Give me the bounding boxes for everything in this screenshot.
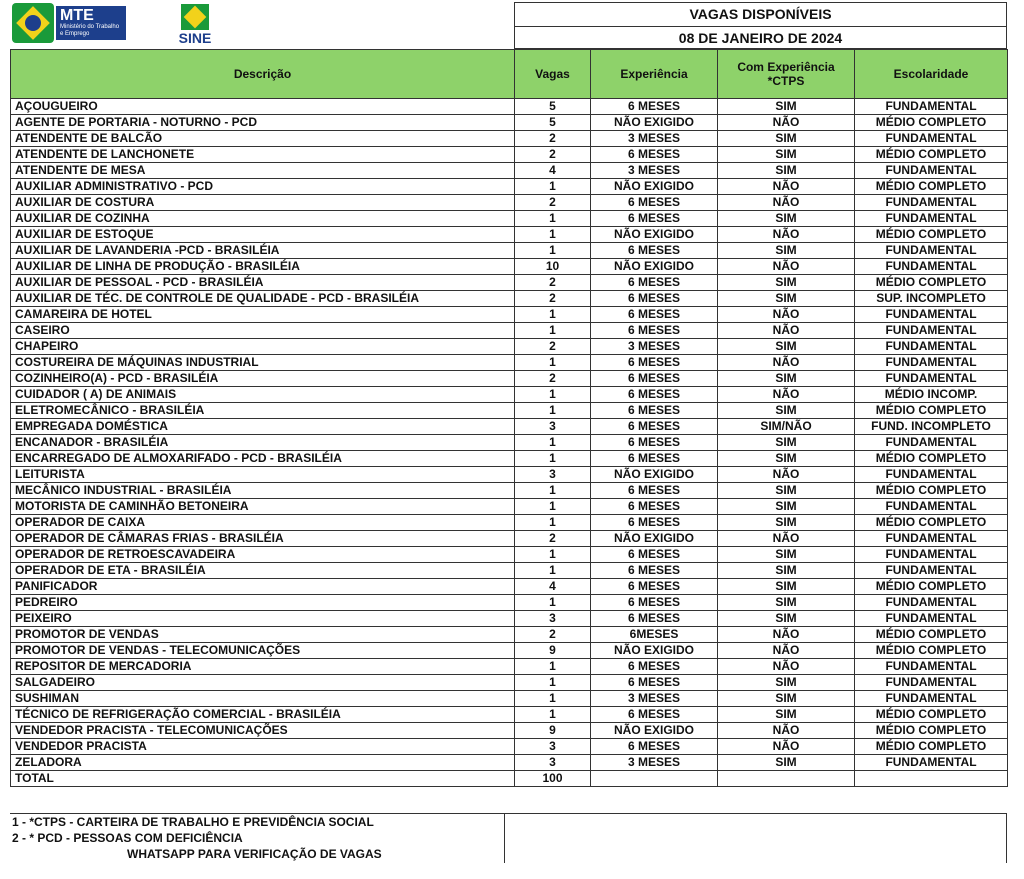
cell-experiencia: 6 MESES bbox=[591, 403, 718, 419]
cell-experiencia: 6 MESES bbox=[591, 307, 718, 323]
cell-experiencia: NÃO EXIGIDO bbox=[591, 643, 718, 659]
cell-experiencia: 6 MESES bbox=[591, 739, 718, 755]
table-row bbox=[11, 643, 1008, 659]
table-row bbox=[11, 403, 1008, 419]
cell-vagas: 3 bbox=[515, 467, 591, 483]
cell-descricao: CAMAREIRA DE HOTEL bbox=[11, 307, 515, 323]
mte-logo bbox=[12, 2, 126, 44]
footnotes bbox=[12, 814, 382, 862]
cell-escolaridade: FUNDAMENTAL bbox=[855, 467, 1008, 483]
cell-vagas: 2 bbox=[515, 291, 591, 307]
cell-experiencia: 6 MESES bbox=[591, 435, 718, 451]
cell-vagas: 1 bbox=[515, 691, 591, 707]
footnote-ctps: 1 - *CTPS - CARTEIRA DE TRABALHO E PREVIDÊNCIA SOCIAL bbox=[12, 815, 374, 829]
total-row bbox=[11, 771, 1008, 787]
cell-vagas: 1 bbox=[515, 355, 591, 371]
cell-ctps: SIM bbox=[718, 579, 855, 595]
cell-experiencia: 6MESES bbox=[591, 627, 718, 643]
cell-descricao: TÉCNICO DE REFRIGERAÇÃO COMERCIAL - BRASILÉIA bbox=[11, 707, 515, 723]
cell-descricao: REPOSITOR DE MERCADORIA bbox=[11, 659, 515, 675]
cell-ctps: NÃO bbox=[718, 627, 855, 643]
cell-descricao: PEIXEIRO bbox=[11, 611, 515, 627]
cell-vagas: 3 bbox=[515, 419, 591, 435]
cell-ctps: SIM bbox=[718, 515, 855, 531]
cell-escolaridade: FUNDAMENTAL bbox=[855, 371, 1008, 387]
table-row bbox=[11, 515, 1008, 531]
cell-descricao: AUXILIAR DE LAVANDERIA -PCD - BRASILÉIA bbox=[11, 243, 515, 259]
cell-vagas: 1 bbox=[515, 307, 591, 323]
cell-descricao: MECÂNICO INDUSTRIAL - BRASILÉIA bbox=[11, 483, 515, 499]
cell-escolaridade: FUNDAMENTAL bbox=[855, 355, 1008, 371]
cell-ctps: SIM bbox=[718, 371, 855, 387]
sine-logo bbox=[170, 4, 220, 48]
cell-experiencia: 6 MESES bbox=[591, 147, 718, 163]
cell-experiencia: 6 MESES bbox=[591, 355, 718, 371]
cell-vagas: 1 bbox=[515, 547, 591, 563]
table-row bbox=[11, 163, 1008, 179]
cell-escolaridade: FUNDAMENTAL bbox=[855, 339, 1008, 355]
cell-descricao: AÇOUGUEIRO bbox=[11, 99, 515, 115]
table-row bbox=[11, 419, 1008, 435]
column-header-vagas: Vagas bbox=[515, 50, 591, 99]
table-row bbox=[11, 243, 1008, 259]
cell-vagas: 2 bbox=[515, 339, 591, 355]
cell-ctps: SIM bbox=[718, 451, 855, 467]
cell-escolaridade: FUNDAMENTAL bbox=[855, 499, 1008, 515]
cell-ctps: NÃO bbox=[718, 195, 855, 211]
cell-ctps: NÃO bbox=[718, 643, 855, 659]
cell-vagas: 1 bbox=[515, 451, 591, 467]
cell-vagas: 10 bbox=[515, 259, 591, 275]
cell-ctps: NÃO bbox=[718, 531, 855, 547]
cell-escolaridade: MÉDIO COMPLETO bbox=[855, 179, 1008, 195]
cell-descricao: COZINHEIRO(A) - PCD - BRASILÉIA bbox=[11, 371, 515, 387]
cell-vagas: 1 bbox=[515, 227, 591, 243]
cell-vagas: 1 bbox=[515, 675, 591, 691]
cell-vagas: 2 bbox=[515, 371, 591, 387]
total-value: 100 bbox=[515, 771, 591, 787]
cell-ctps: SIM bbox=[718, 291, 855, 307]
cell-descricao: OPERADOR DE ETA - BRASILÉIA bbox=[11, 563, 515, 579]
cell-descricao: OPERADOR DE RETROESCAVADEIRA bbox=[11, 547, 515, 563]
table-body bbox=[11, 99, 1008, 787]
cell-escolaridade: FUNDAMENTAL bbox=[855, 195, 1008, 211]
cell-escolaridade: MÉDIO COMPLETO bbox=[855, 451, 1008, 467]
cell-escolaridade: FUNDAMENTAL bbox=[855, 595, 1008, 611]
cell-experiencia: 6 MESES bbox=[591, 275, 718, 291]
cell-vagas: 1 bbox=[515, 403, 591, 419]
cell-escolaridade: FUND. INCOMPLETO bbox=[855, 419, 1008, 435]
cell-descricao: VENDEDOR PRACISTA bbox=[11, 739, 515, 755]
cell-experiencia: 6 MESES bbox=[591, 595, 718, 611]
table-row bbox=[11, 259, 1008, 275]
cell-experiencia: 6 MESES bbox=[591, 659, 718, 675]
cell-experiencia: NÃO EXIGIDO bbox=[591, 259, 718, 275]
cell-experiencia: 6 MESES bbox=[591, 515, 718, 531]
cell-experiencia: 6 MESES bbox=[591, 451, 718, 467]
cell-ctps: SIM bbox=[718, 435, 855, 451]
cell-experiencia: 6 MESES bbox=[591, 243, 718, 259]
cell-escolaridade: FUNDAMENTAL bbox=[855, 531, 1008, 547]
table-row bbox=[11, 499, 1008, 515]
table-row bbox=[11, 547, 1008, 563]
sine-flag-icon bbox=[181, 4, 209, 30]
cell-escolaridade: MÉDIO COMPLETO bbox=[855, 483, 1008, 499]
cell-ctps: NÃO bbox=[718, 307, 855, 323]
total-empty-cell bbox=[718, 771, 855, 787]
table-row bbox=[11, 435, 1008, 451]
cell-experiencia: 6 MESES bbox=[591, 419, 718, 435]
cell-descricao: SALGADEIRO bbox=[11, 675, 515, 691]
document-header bbox=[10, 2, 1007, 49]
table-row bbox=[11, 179, 1008, 195]
total-empty-cell bbox=[855, 771, 1008, 787]
cell-ctps: SIM bbox=[718, 99, 855, 115]
table-row bbox=[11, 739, 1008, 755]
cell-experiencia: NÃO EXIGIDO bbox=[591, 467, 718, 483]
cell-escolaridade: MÉDIO COMPLETO bbox=[855, 275, 1008, 291]
cell-escolaridade: FUNDAMENTAL bbox=[855, 675, 1008, 691]
cell-ctps: NÃO bbox=[718, 467, 855, 483]
cell-descricao: CASEIRO bbox=[11, 323, 515, 339]
cell-descricao: EMPREGADA DOMÉSTICA bbox=[11, 419, 515, 435]
cell-experiencia: NÃO EXIGIDO bbox=[591, 179, 718, 195]
cell-vagas: 2 bbox=[515, 627, 591, 643]
footnote-pcd: 2 - * PCD - PESSOAS COM DEFICIÊNCIA bbox=[12, 831, 243, 845]
cell-ctps: SIM bbox=[718, 243, 855, 259]
cell-ctps: SIM bbox=[718, 563, 855, 579]
cell-descricao: ELETROMECÂNICO - BRASILÉIA bbox=[11, 403, 515, 419]
cell-ctps: SIM bbox=[718, 675, 855, 691]
cell-experiencia: 6 MESES bbox=[591, 499, 718, 515]
cell-ctps: SIM bbox=[718, 275, 855, 291]
table-row bbox=[11, 531, 1008, 547]
table-row bbox=[11, 563, 1008, 579]
cell-descricao: ENCARREGADO DE ALMOXARIFADO - PCD - BRASILÉIA bbox=[11, 451, 515, 467]
cell-ctps: NÃO bbox=[718, 179, 855, 195]
cell-vagas: 3 bbox=[515, 755, 591, 771]
cell-experiencia: 6 MESES bbox=[591, 675, 718, 691]
cell-descricao: COSTUREIRA DE MÁQUINAS INDUSTRIAL bbox=[11, 355, 515, 371]
cell-vagas: 1 bbox=[515, 659, 591, 675]
cell-ctps: NÃO bbox=[718, 659, 855, 675]
brazil-flag-icon bbox=[12, 3, 54, 43]
table-row bbox=[11, 483, 1008, 499]
cell-experiencia: 6 MESES bbox=[591, 323, 718, 339]
cell-vagas: 1 bbox=[515, 595, 591, 611]
cell-experiencia: 6 MESES bbox=[591, 579, 718, 595]
cell-descricao: CHAPEIRO bbox=[11, 339, 515, 355]
cell-escolaridade: FUNDAMENTAL bbox=[855, 211, 1008, 227]
cell-ctps: NÃO bbox=[718, 387, 855, 403]
table-row bbox=[11, 691, 1008, 707]
cell-vagas: 1 bbox=[515, 707, 591, 723]
cell-vagas: 5 bbox=[515, 115, 591, 131]
cell-descricao: ATENDENTE DE MESA bbox=[11, 163, 515, 179]
cell-experiencia: 6 MESES bbox=[591, 99, 718, 115]
cell-descricao: ATENDENTE DE BALCÃO bbox=[11, 131, 515, 147]
cell-vagas: 4 bbox=[515, 163, 591, 179]
table-row bbox=[11, 723, 1008, 739]
cell-escolaridade: FUNDAMENTAL bbox=[855, 163, 1008, 179]
column-header-descricao: Descrição bbox=[11, 50, 515, 99]
cell-experiencia: 3 MESES bbox=[591, 691, 718, 707]
cell-ctps: SIM bbox=[718, 339, 855, 355]
total-label: TOTAL bbox=[11, 771, 515, 787]
cell-escolaridade: FUNDAMENTAL bbox=[855, 659, 1008, 675]
table-row bbox=[11, 211, 1008, 227]
table-row bbox=[11, 323, 1008, 339]
cell-vagas: 1 bbox=[515, 483, 591, 499]
cell-escolaridade: MÉDIO COMPLETO bbox=[855, 579, 1008, 595]
cell-descricao: PROMOTOR DE VENDAS - TELECOMUNICAÇÕES bbox=[11, 643, 515, 659]
cell-experiencia: 6 MESES bbox=[591, 211, 718, 227]
table-row bbox=[11, 339, 1008, 355]
cell-experiencia: 6 MESES bbox=[591, 387, 718, 403]
cell-experiencia: 6 MESES bbox=[591, 291, 718, 307]
table-row bbox=[11, 147, 1008, 163]
cell-ctps: SIM/NÃO bbox=[718, 419, 855, 435]
cell-ctps: NÃO bbox=[718, 227, 855, 243]
cell-vagas: 3 bbox=[515, 739, 591, 755]
cell-ctps: NÃO bbox=[718, 323, 855, 339]
table-header-row bbox=[11, 50, 1008, 99]
cell-escolaridade: FUNDAMENTAL bbox=[855, 691, 1008, 707]
cell-experiencia: 3 MESES bbox=[591, 755, 718, 771]
cell-ctps: SIM bbox=[718, 483, 855, 499]
cell-ctps: NÃO bbox=[718, 723, 855, 739]
cell-escolaridade: FUNDAMENTAL bbox=[855, 435, 1008, 451]
cell-vagas: 1 bbox=[515, 499, 591, 515]
cell-experiencia: 6 MESES bbox=[591, 547, 718, 563]
cell-vagas: 1 bbox=[515, 387, 591, 403]
cell-vagas: 2 bbox=[515, 531, 591, 547]
cell-vagas: 9 bbox=[515, 723, 591, 739]
cell-descricao: MOTORISTA DE CAMINHÃO BETONEIRA bbox=[11, 499, 515, 515]
cell-escolaridade: MÉDIO INCOMP. bbox=[855, 387, 1008, 403]
footnote-whatsapp: WHATSAPP PARA VERIFICAÇÃO DE VAGAS bbox=[127, 847, 382, 861]
cell-vagas: 1 bbox=[515, 515, 591, 531]
cell-vagas: 9 bbox=[515, 643, 591, 659]
cell-descricao: PANIFICADOR bbox=[11, 579, 515, 595]
cell-ctps: NÃO bbox=[718, 355, 855, 371]
cell-escolaridade: MÉDIO COMPLETO bbox=[855, 227, 1008, 243]
cell-escolaridade: FUNDAMENTAL bbox=[855, 259, 1008, 275]
cell-vagas: 2 bbox=[515, 275, 591, 291]
mte-logo-text: MTE bbox=[60, 7, 94, 24]
cell-escolaridade: MÉDIO COMPLETO bbox=[855, 147, 1008, 163]
cell-escolaridade: FUNDAMENTAL bbox=[855, 611, 1008, 627]
cell-ctps: SIM bbox=[718, 707, 855, 723]
cell-descricao: OPERADOR DE CÂMARAS FRIAS - BRASILÉIA bbox=[11, 531, 515, 547]
cell-descricao: OPERADOR DE CAIXA bbox=[11, 515, 515, 531]
title-box bbox=[514, 2, 1007, 49]
cell-escolaridade: MÉDIO COMPLETO bbox=[855, 115, 1008, 131]
cell-ctps: SIM bbox=[718, 403, 855, 419]
cell-vagas: 1 bbox=[515, 323, 591, 339]
cell-experiencia: NÃO EXIGIDO bbox=[591, 531, 718, 547]
table-row bbox=[11, 467, 1008, 483]
cell-escolaridade: FUNDAMENTAL bbox=[855, 131, 1008, 147]
mte-logo-subtitle: Ministério do Trabalho e Emprego bbox=[60, 24, 120, 37]
sine-logo-text: SINE bbox=[178, 30, 212, 46]
cell-vagas: 3 bbox=[515, 611, 591, 627]
table-row bbox=[11, 131, 1008, 147]
cell-ctps: SIM bbox=[718, 131, 855, 147]
cell-descricao: ATENDENTE DE LANCHONETE bbox=[11, 147, 515, 163]
cell-escolaridade: FUNDAMENTAL bbox=[855, 99, 1008, 115]
cell-ctps: SIM bbox=[718, 691, 855, 707]
cell-experiencia: 6 MESES bbox=[591, 707, 718, 723]
cell-escolaridade: MÉDIO COMPLETO bbox=[855, 723, 1008, 739]
mte-wordmark bbox=[56, 6, 126, 40]
cell-ctps: SIM bbox=[718, 211, 855, 227]
cell-escolaridade: FUNDAMENTAL bbox=[855, 307, 1008, 323]
cell-experiencia: 6 MESES bbox=[591, 371, 718, 387]
cell-experiencia: 6 MESES bbox=[591, 563, 718, 579]
cell-descricao: SUSHIMAN bbox=[11, 691, 515, 707]
cell-descricao: AUXILIAR DE TÉC. DE CONTROLE DE QUALIDADE - PCD - BRASILÉIA bbox=[11, 291, 515, 307]
cell-descricao: AGENTE DE PORTARIA - NOTURNO - PCD bbox=[11, 115, 515, 131]
cell-escolaridade: MÉDIO COMPLETO bbox=[855, 707, 1008, 723]
table-row bbox=[11, 275, 1008, 291]
table-row bbox=[11, 611, 1008, 627]
table-row bbox=[11, 195, 1008, 211]
cell-descricao: AUXILIAR DE COZINHA bbox=[11, 211, 515, 227]
cell-ctps: SIM bbox=[718, 163, 855, 179]
cell-vagas: 1 bbox=[515, 211, 591, 227]
table-row bbox=[11, 307, 1008, 323]
table-row bbox=[11, 659, 1008, 675]
table-row bbox=[11, 99, 1008, 115]
cell-ctps: SIM bbox=[718, 611, 855, 627]
column-header-escolaridade: Escolaridade bbox=[855, 50, 1008, 99]
notes-side-borders bbox=[504, 813, 1007, 863]
cell-descricao: VENDEDOR PRACISTA - TELECOMUNICAÇÕES bbox=[11, 723, 515, 739]
cell-descricao: PEDREIRO bbox=[11, 595, 515, 611]
cell-escolaridade: MÉDIO COMPLETO bbox=[855, 515, 1008, 531]
cell-descricao: AUXILIAR DE COSTURA bbox=[11, 195, 515, 211]
cell-escolaridade: MÉDIO COMPLETO bbox=[855, 627, 1008, 643]
cell-descricao: AUXILIAR DE PESSOAL - PCD - BRASILÉIA bbox=[11, 275, 515, 291]
table-row bbox=[11, 451, 1008, 467]
cell-escolaridade: FUNDAMENTAL bbox=[855, 563, 1008, 579]
cell-vagas: 1 bbox=[515, 243, 591, 259]
cell-descricao: LEITURISTA bbox=[11, 467, 515, 483]
cell-ctps: SIM bbox=[718, 547, 855, 563]
cell-experiencia: NÃO EXIGIDO bbox=[591, 115, 718, 131]
cell-vagas: 1 bbox=[515, 435, 591, 451]
cell-ctps: NÃO bbox=[718, 259, 855, 275]
cell-vagas: 2 bbox=[515, 131, 591, 147]
cell-vagas: 4 bbox=[515, 579, 591, 595]
cell-descricao: PROMOTOR DE VENDAS bbox=[11, 627, 515, 643]
table-row bbox=[11, 595, 1008, 611]
column-header-ctps: Com Experiência *CTPS bbox=[718, 50, 855, 99]
table-row bbox=[11, 675, 1008, 691]
cell-descricao: AUXILIAR DE ESTOQUE bbox=[11, 227, 515, 243]
table-row bbox=[11, 579, 1008, 595]
column-header-experiencia: Experiência bbox=[591, 50, 718, 99]
cell-descricao: AUXILIAR DE LINHA DE PRODUÇÃO - BRASILÉIA bbox=[11, 259, 515, 275]
cell-escolaridade: FUNDAMENTAL bbox=[855, 243, 1008, 259]
cell-ctps: SIM bbox=[718, 755, 855, 771]
cell-ctps: NÃO bbox=[718, 115, 855, 131]
cell-descricao: AUXILIAR ADMINISTRATIVO - PCD bbox=[11, 179, 515, 195]
cell-experiencia: 3 MESES bbox=[591, 163, 718, 179]
cell-escolaridade: SUP. INCOMPLETO bbox=[855, 291, 1008, 307]
page-date: 08 DE JANEIRO DE 2024 bbox=[515, 26, 1006, 50]
page-title: VAGAS DISPONÍVEIS bbox=[689, 6, 832, 22]
cell-escolaridade: MÉDIO COMPLETO bbox=[855, 403, 1008, 419]
cell-vagas: 2 bbox=[515, 147, 591, 163]
cell-vagas: 1 bbox=[515, 563, 591, 579]
cell-ctps: NÃO bbox=[718, 739, 855, 755]
table-row bbox=[11, 115, 1008, 131]
table-row bbox=[11, 291, 1008, 307]
cell-descricao: ENCANADOR - BRASILÉIA bbox=[11, 435, 515, 451]
cell-escolaridade: FUNDAMENTAL bbox=[855, 755, 1008, 771]
table-row bbox=[11, 387, 1008, 403]
table-row bbox=[11, 707, 1008, 723]
cell-descricao: ZELADORA bbox=[11, 755, 515, 771]
cell-experiencia: 3 MESES bbox=[591, 339, 718, 355]
cell-escolaridade: FUNDAMENTAL bbox=[855, 547, 1008, 563]
cell-ctps: SIM bbox=[718, 595, 855, 611]
cell-vagas: 2 bbox=[515, 195, 591, 211]
cell-experiencia: 3 MESES bbox=[591, 131, 718, 147]
vacancies-table bbox=[10, 49, 1008, 787]
cell-experiencia: NÃO EXIGIDO bbox=[591, 227, 718, 243]
cell-experiencia: 6 MESES bbox=[591, 483, 718, 499]
cell-ctps: SIM bbox=[718, 499, 855, 515]
total-empty-cell bbox=[591, 771, 718, 787]
cell-ctps: SIM bbox=[718, 147, 855, 163]
cell-escolaridade: MÉDIO COMPLETO bbox=[855, 739, 1008, 755]
cell-descricao: CUIDADOR ( A) DE ANIMAIS bbox=[11, 387, 515, 403]
cell-escolaridade: FUNDAMENTAL bbox=[855, 323, 1008, 339]
table-row bbox=[11, 371, 1008, 387]
cell-vagas: 1 bbox=[515, 179, 591, 195]
table-row bbox=[11, 355, 1008, 371]
cell-escolaridade: MÉDIO COMPLETO bbox=[855, 643, 1008, 659]
table-row bbox=[11, 227, 1008, 243]
table-row bbox=[11, 755, 1008, 771]
table-row bbox=[11, 627, 1008, 643]
cell-experiencia: 6 MESES bbox=[591, 611, 718, 627]
cell-experiencia: NÃO EXIGIDO bbox=[591, 723, 718, 739]
cell-vagas: 5 bbox=[515, 99, 591, 115]
cell-experiencia: 6 MESES bbox=[591, 195, 718, 211]
